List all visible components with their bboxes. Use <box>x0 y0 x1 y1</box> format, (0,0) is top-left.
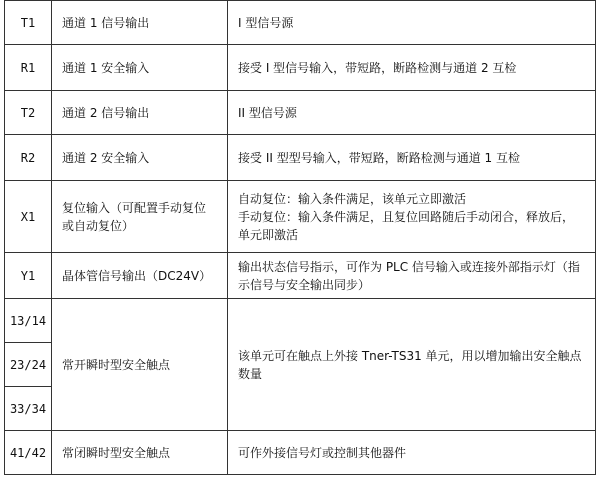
terminal-name: 常闭瞬时型安全触点 <box>52 431 228 475</box>
terminal-description: 输出状态信号指示，可作为 PLC 信号输入或连接外部指示灯（指示信号与安全输出同步） <box>228 253 596 299</box>
terminal-name: 通道 2 信号输出 <box>52 91 228 135</box>
terminal-id: Y1 <box>5 253 52 299</box>
terminal-description: 该单元可在触点上外接 Tner-TS31 单元，用以增加输出安全触点数量 <box>228 299 596 431</box>
terminal-name: 通道 2 安全输入 <box>52 135 228 181</box>
terminal-description: 可作外接信号灯或控制其他器件 <box>228 431 596 475</box>
terminal-id: 23/24 <box>5 343 52 387</box>
terminal-id: 13/14 <box>5 299 52 343</box>
terminal-name: 复位输入（可配置手动复位或自动复位） <box>52 181 228 253</box>
table-row <box>5 45 596 91</box>
terminal-id: R2 <box>5 135 52 181</box>
terminal-description: II 型信号源 <box>228 91 596 135</box>
terminal-id: T1 <box>5 1 52 45</box>
terminal-description: 自动复位：输入条件满足，该单元立即激活 手动复位：输入条件满足，且复位回路随后手动闭合，释放后，单元即激活 <box>228 181 596 253</box>
table-row <box>5 135 596 181</box>
terminal-id: T2 <box>5 91 52 135</box>
terminal-id: R1 <box>5 45 52 91</box>
table-row <box>5 181 596 253</box>
table-row <box>5 431 596 475</box>
terminal-description: 接受 I 型信号输入，带短路，断路检测与通道 2 互检 <box>228 45 596 91</box>
terminal-id: 41/42 <box>5 431 52 475</box>
terminal-name: 通道 1 安全输入 <box>52 45 228 91</box>
table-row <box>5 253 596 299</box>
terminal-id: 33/34 <box>5 387 52 431</box>
terminal-id: X1 <box>5 181 52 253</box>
table-row <box>5 299 596 343</box>
terminal-name: 常开瞬时型安全触点 <box>52 299 228 431</box>
terminal-table <box>4 0 596 475</box>
terminal-description: 接受 II 型型号输入，带短路，断路检测与通道 1 互检 <box>228 135 596 181</box>
terminal-name: 通道 1 信号输出 <box>52 1 228 45</box>
terminal-name: 晶体管信号输出（DC24V） <box>52 253 228 299</box>
table-row <box>5 91 596 135</box>
terminal-description: I 型信号源 <box>228 1 596 45</box>
table-row <box>5 1 596 45</box>
